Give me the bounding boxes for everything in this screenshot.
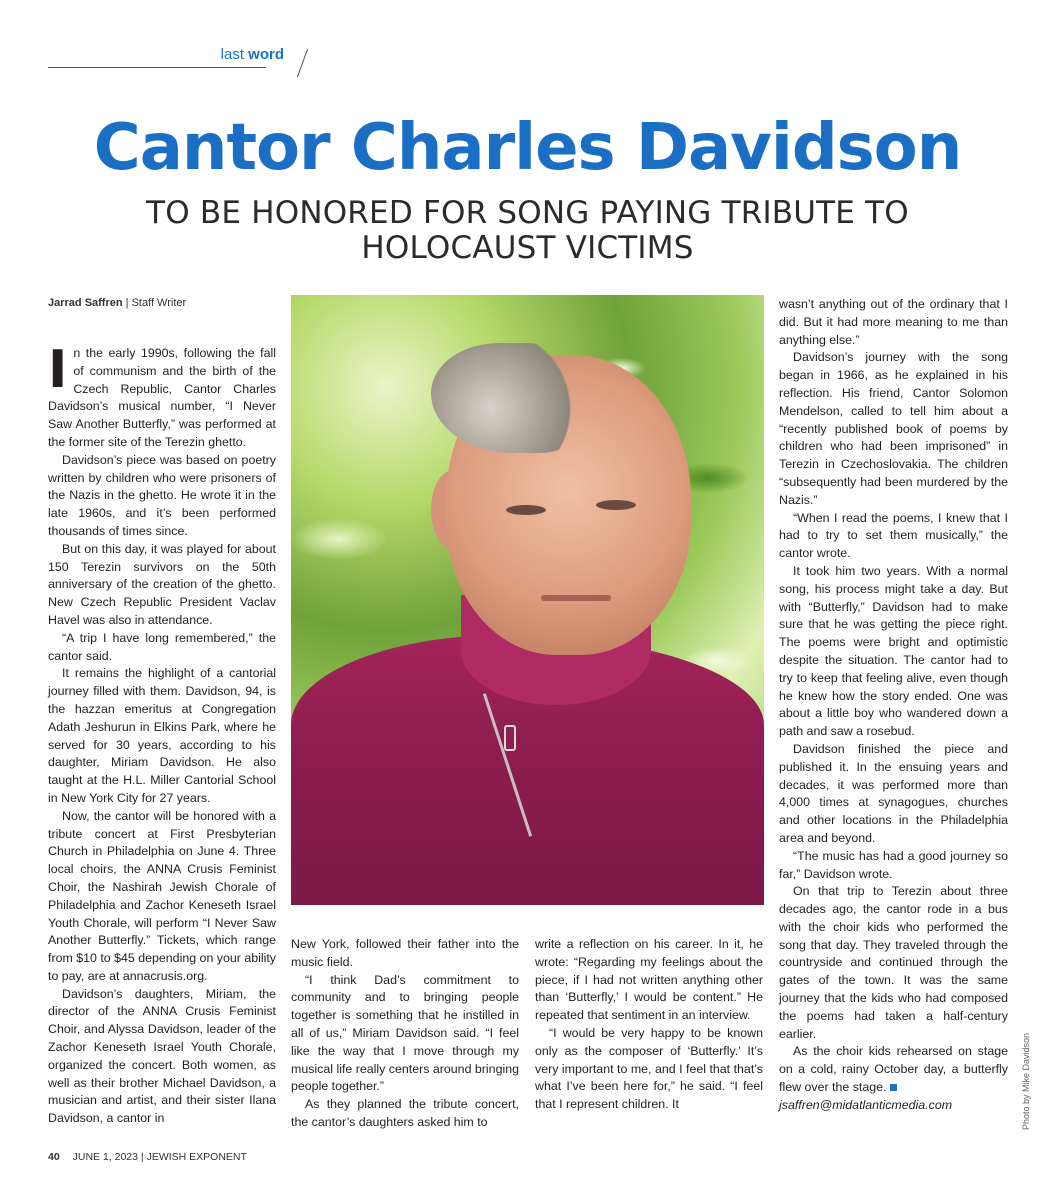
article-paragraph: As they planned the tribute concert, the cantor’s daughters asked him to: [291, 1097, 519, 1129]
page-footer: [48, 1151, 247, 1163]
author-email[interactable]: jsaffren@midatlanticmedia.com: [779, 1097, 953, 1112]
section-prefix: last: [220, 46, 244, 63]
left-eye: [506, 505, 546, 515]
byline-author: Jarrad Saffren: [48, 297, 123, 309]
article-paragraph: “The music has had a good journey so far,” Davidson wrote.: [779, 848, 1008, 881]
photo-credit: Photo by Mike Davidson: [1021, 1032, 1031, 1130]
article-column-4: [779, 296, 1008, 1115]
article-paragraph: [779, 1043, 1008, 1096]
article-paragraph: It took him two years. With a normal song, his process might take a day. But with “Butterfly,” Davidson had to make sure that he was getting the piece right. The poems were bright and optimistic despite the situation. The cantor had to try to keep that feeling alive, even though he knew how the story ended. One was about a little boy who wandered down a path and saw a rosebud.: [779, 563, 1008, 739]
right-eye: [596, 500, 636, 510]
article-paragraph: “When I read the poems, I knew that I had to try to set them musically,” the cantor wrote.: [779, 510, 1008, 561]
article-paragraph: “I would be very happy to be known only as the composer of ‘Butterfly.’ It’s very important to me, and I feel that that’s what I’ve been here for,” he said. “I feel that I represent children. It: [535, 1025, 763, 1112]
article-paragraph: Davidson’s journey with the song began in 1966, as he explained in his reflection. His friend, Cantor Solomon Mendelson, called to tell him about a “recently published book of poems by children who had been imprisoned” in Terezin in Czechoslovakia. The children “subsequently had been murdered by the Nazis.”: [779, 350, 1008, 507]
zipper-pull: [504, 725, 516, 751]
article-paragraph: It remains the highlight of a cantorial journey filled with them. Davidson, 94, is the hazzan emeritus at Congregation Adath Jeshurun in Elkins Park, where he served for 30 years, according to his daughter, Miriam Davidson. He also taught at the H.L. Miller Cantorial School in New York City for 27 years.: [48, 666, 276, 805]
section-tag: [48, 44, 284, 80]
article-paragraph: Davidson’s daughters, Miriam, the director of the ANNA Crusis Feminist Choir, and Alyssa Davidson, leader of the Zachor Keneseth Israel Youth Chorale, organized the concert. Both women, as well as their brother Michael Davidson, a musician and artist, and their sister Ilana Davidson, a cantor in: [48, 986, 276, 1126]
drop-cap: I: [48, 340, 68, 400]
byline-role: | Staff Writer: [125, 297, 187, 309]
portrait-photo: [291, 295, 764, 905]
section-slash: [297, 49, 308, 78]
article-paragraph: write a reflection on his career. In it, he wrote: “Regarding my feelings about the piece, if I had not written anything other than ‘Butterfly,’ I would be content.” He repeated that sentiment in an interview.: [535, 937, 763, 1023]
article-column-1: [48, 340, 277, 1128]
article-paragraph: On that trip to Terezin about three decades ago, the cantor rode in a bus with the choir kids who performed the song that day. They traveled through the countryside and continued through the gates of the town. It was the same journey that the kids who had composed the poems had taken a half-century earlier.: [779, 884, 1008, 1041]
headline: Cantor Charles Davidson: [93, 111, 962, 185]
end-mark-icon: [890, 1084, 897, 1091]
article-paragraph: “A trip I have long remembered,” the cantor said.: [48, 630, 276, 663]
article-paragraph: Davidson’s piece was based on poetry written by children who were prisoners of the Nazis in the ghetto. He wrote it in the late 1960s, and it’s been performed thousands of times since.: [48, 452, 276, 538]
article-column-2: [291, 936, 519, 1132]
article-paragraph: New York, followed their father into the music field.: [291, 937, 519, 969]
section-rule: [48, 67, 266, 68]
article-paragraph: Now, the cantor will be honored with a tribute concert at First Presbyterian Church in Philadelphia on June 4. Three local choirs, the ANNA Crusis Feminist Choir, the Nashirah Jewish Chorale of Philadelphia and Zachor Keneseth Israel Youth Chorale, will perform “I Never Saw Another Butterfly.” Tickets, which range from $10 to $45 depending on your ability to pay, are at annacrusis.org.: [48, 808, 277, 983]
article-paragraph: But on this day, it was played for about 150 Terezin survivors on the 50th anniversary of the creation of the ghetto. New Czech Republic President Vaclav Havel was also in attendance.: [48, 541, 276, 627]
paragraph-text: As the choir kids rehearsed on stage on a cold, rainy October day, a butterfly flew over the stage.: [779, 1044, 1008, 1095]
article-paragraph: “I think Dad’s commitment to community and to bringing people together is something that he instilled in all of us,” Miriam Davidson said. “I feel like the way that I move through my musical life really centers around bringing people together.”: [291, 972, 519, 1094]
subhead: TO BE HONORED FOR SONG PAYING TRIBUTE TO HOLOCAUST VICTIMS: [146, 195, 909, 266]
section-word: word: [248, 46, 284, 63]
paragraph-text: n the early 1990s, following the fall of communism and the birth of the Czech Republic, Cantor Charles Davidson’s musical number, “I Never Saw Another Butterfly,” was performed at the former site of the Terezin ghetto.: [48, 346, 276, 449]
article-paragraph: Davidson finished the piece and published it. In the ensuing years and decades, it was performed more than 4,000 times at synagogues, churches and other locations in the Philadelphia area and beyond.: [779, 741, 1008, 845]
byline: [48, 297, 186, 309]
publication-name: JEWISH EXPONENT: [146, 1151, 247, 1163]
mouth: [541, 595, 611, 601]
section-label: [221, 46, 284, 63]
page-number: 40: [48, 1151, 60, 1163]
article-column-3: [535, 936, 763, 1114]
issue-date: JUNE 1, 2023: [72, 1151, 138, 1163]
article-paragraph: [48, 340, 276, 452]
footer-separator: |: [140, 1151, 144, 1163]
article-paragraph: wasn’t anything out of the ordinary that I did. But it had more meaning to me than anything else.”: [779, 297, 1008, 347]
